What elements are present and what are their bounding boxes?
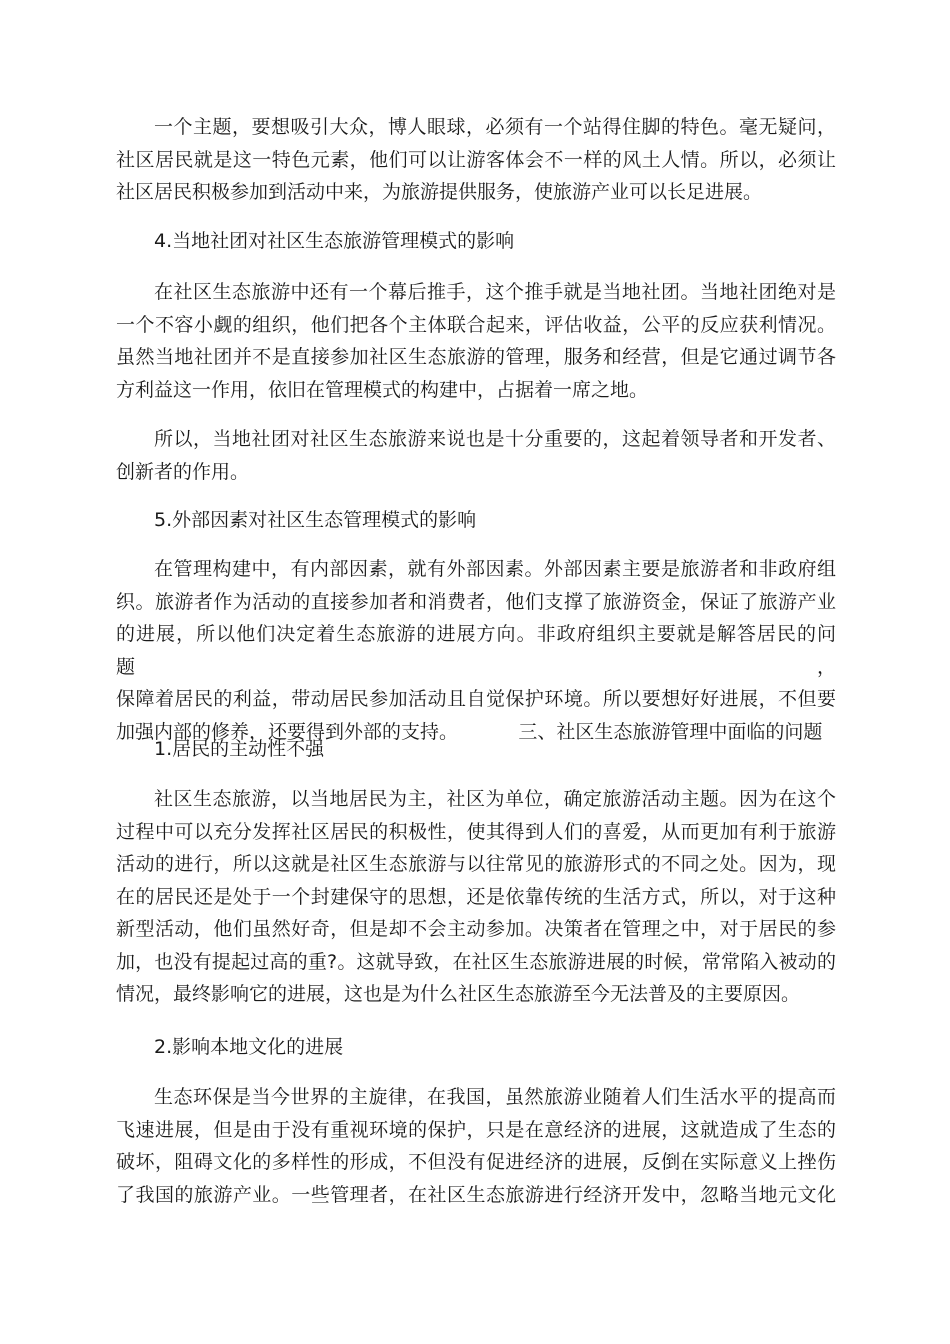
text-line: 过程中可以充分发挥社区居民的积极性，使其得到人们的喜爱，从而更加有利于旅游: [116, 820, 836, 843]
section-heading-1: 1.居民的主动性不强: [154, 738, 325, 760]
text-line: 在的居民还是处于一个封建保守的思想，还是依靠传统的生活方式，所以，对于这种: [116, 885, 836, 908]
paragraph-external-factors: [116, 553, 836, 748]
text-line: 飞速进展，但是由于没有重视环境的保护，只是在意经济的进展，这就造成了生态的: [116, 1118, 836, 1141]
paragraph-resident-initiative: [116, 783, 836, 1011]
section-heading-2: 2.影响本地文化的进展: [154, 1036, 344, 1058]
text-line: 保障着居民的利益，带动居民参加活动且自觉保护环境。所以要想好好进展，不但要: [116, 688, 836, 710]
text-line: 一个主题，要想吸引大众，博人眼球，必须有一个站得住脚的特色。毫无疑问，: [154, 116, 836, 138]
paragraph-local-culture: [116, 1081, 836, 1211]
text-line: 社区生态旅游，以当地居民为主，社区为单位，确定旅游活动主题。因为在这个: [154, 788, 836, 810]
text-line: 一个不容小觑的组织，他们把各个主体联合起来，评估收益，公平的反应获利情况。: [116, 313, 836, 336]
paragraph-associations-importance: [116, 423, 836, 488]
text-line: 方利益这一作用，依旧在管理模式的构建中，占据着一席之地。: [116, 378, 649, 401]
text-line: 加，也没有提起过高的重?。这就导致，在社区生态旅游进展的时候，常常陷入被动的: [116, 950, 836, 973]
text-line: 织。旅游者作为活动的直接参加者和消费者，他们支撑了旅游资金，保证了旅游产业: [116, 590, 836, 613]
text-line: 社区居民就是这一特色元素，他们可以让游客体会不一样的风土人情。所以，必须让: [116, 148, 836, 171]
text-line: 虽然当地社团并不是直接参加社区生态旅游的管理，服务和经营，但是它通过调节各: [116, 346, 836, 368]
paragraph-local-associations: [116, 276, 836, 406]
section-heading-5: 5.外部因素对社区生态管理模式的影响: [154, 509, 477, 531]
text-line: 情况，最终影响它的进展，这也是为什么社区生态旅游至今无法普及的主要原因。: [116, 983, 801, 1005]
section-heading-4: 4.当地社团对社区生态旅游管理模式的影响: [154, 230, 515, 252]
text-line: 在社区生态旅游中还有一个幕后推手，这个推手就是当地社团。当地社团绝对是: [154, 281, 836, 303]
paragraph-community-residents: [116, 111, 836, 209]
text-line: 所以，当地社团对社区生态旅游来说也是十分重要的，这起着领导者和开发者、: [154, 428, 836, 450]
text-line: 生态环保是当今世界的主旋律，在我国，虽然旅游业随着人们生活水平的提高而: [154, 1086, 836, 1108]
text-line: 新型活动，他们虽然好奇，但是却不会主动参加。决策者在管理之中，对于居民的参: [116, 918, 836, 940]
text-line: 了我国的旅游产业。一些管理者，在社区生态旅游进行经济开发中，忽略当地元文化: [116, 1183, 836, 1206]
text-line: 的进展，所以他们决定着生态旅游的进展方向。非政府组织主要就是解答居民的问题，: [116, 623, 836, 678]
text-line: 破坏，阻碍文化的多样性的形成，不但没有促进经济的进展，反倒在实际意义上挫伤: [116, 1151, 836, 1173]
text-line: 创新者的作用。: [116, 460, 250, 483]
text-line: 社区居民积极参加到活动中来，为旅游提供服务，使旅游产业可以长足进展。: [116, 181, 763, 203]
text-line: 加强内部的修养，还要得到外部的支持。 三、社区生态旅游管理中面临的问题: [116, 720, 823, 743]
text-line: 活动的进行，所以这就是社区生态旅游与以往常见的旅游形式的不同之处。因为，现: [116, 853, 836, 875]
text-line: 在管理构建中，有内部因素，就有外部因素。外部因素主要是旅游者和非政府组: [154, 558, 836, 580]
